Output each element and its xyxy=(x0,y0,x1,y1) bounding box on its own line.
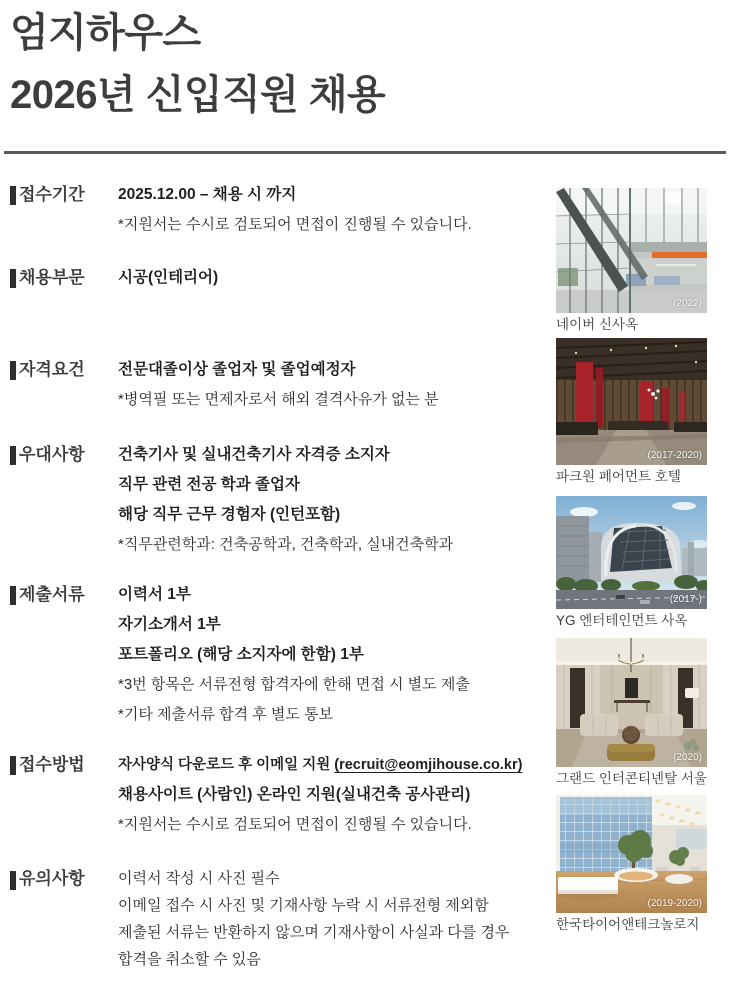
content-line: 2025.12.00 – 채용 시 까지 xyxy=(118,186,297,203)
section-label-text: 자격요건 xyxy=(19,360,85,379)
content-line: 제출된 서류는 반환하지 않으며 기재사항이 사실과 다를 경우 xyxy=(118,924,510,941)
section-apply-method xyxy=(10,750,555,840)
project-year-label: (2017-2020) xyxy=(647,450,702,461)
section-recruit-field xyxy=(10,263,555,293)
section-label-text: 채용부문 xyxy=(19,268,85,287)
section-label xyxy=(10,263,118,293)
project-intercontinental xyxy=(556,638,707,791)
content-line: 해당 직무 근무 경험자 (인턴포함) xyxy=(118,506,341,523)
section-label xyxy=(10,440,118,560)
project-hankook xyxy=(556,795,707,937)
content-line: 직무 관련 전공 학과 졸업자 xyxy=(118,476,300,493)
hotel-suite-illustration xyxy=(556,638,707,767)
label-bar-icon xyxy=(10,269,16,288)
project-year-label: (2017-) xyxy=(669,594,702,605)
section-label xyxy=(10,865,118,973)
section-label-text: 우대사항 xyxy=(19,445,85,464)
label-bar-icon xyxy=(10,871,16,890)
content-line: *3번 항목은 서류전형 합격자에 한해 면접 시 별도 제출 xyxy=(118,676,470,693)
content-line: 포트폴리오 (해당 소지자에 한함) 1부 xyxy=(118,646,364,663)
section-apply-period xyxy=(10,180,555,240)
project-year-label: (2022) xyxy=(673,298,702,309)
label-bar-icon xyxy=(10,186,16,205)
content-line: 건축기사 및 실내건축기사 자격증 소지자 xyxy=(118,446,390,463)
project-yg xyxy=(556,496,707,633)
project-caption: 파크원 페어먼트 호텔 xyxy=(556,469,681,484)
project-year-label: (2020) xyxy=(673,752,702,763)
divider-rule xyxy=(4,151,726,154)
content-line xyxy=(118,750,555,780)
content-line: 합격을 취소할 수 있음 xyxy=(118,951,261,968)
content-line: *기타 제출서류 합격 후 별도 통보 xyxy=(118,706,334,723)
content-line: *병역필 또는 면제자로서 해외 결격사유가 없는 분 xyxy=(118,391,439,408)
content-line: 이력서 작성 시 사진 필수 xyxy=(118,870,280,887)
content-line: *지원서는 수시로 검토되어 면접이 진행될 수 있습니다. xyxy=(118,216,472,233)
project-caption: 그랜드 인터콘티넨탈 서울 xyxy=(556,771,707,786)
label-bar-icon xyxy=(10,586,16,605)
parc1-fairmont-hotel-photo xyxy=(556,338,707,465)
naver-hq-photo xyxy=(556,188,707,313)
content-line: 자기소개서 1부 xyxy=(118,616,221,633)
content-line: 이메일 접수 시 사진 및 기재사항 누락 시 서류전형 제외함 xyxy=(118,897,489,914)
naver-hq-illustration xyxy=(556,188,707,313)
label-bar-icon xyxy=(10,446,16,465)
content-line: 전문대졸이상 졸업자 및 졸업예정자 xyxy=(118,361,356,378)
section-qualifications xyxy=(10,355,555,415)
hankook-lobby-illustration xyxy=(556,795,707,913)
project-naver xyxy=(556,188,707,337)
project-fairmont xyxy=(556,338,707,489)
section-label-text: 제출서류 xyxy=(19,585,85,604)
page-title xyxy=(10,2,385,126)
section-preferences xyxy=(10,440,555,560)
sections-list xyxy=(10,180,555,973)
project-caption: YG 엔터테인먼트 사옥 xyxy=(556,613,688,628)
project-gallery xyxy=(556,188,707,937)
recruitment-title: 2026년 신입직원 채용 xyxy=(10,73,386,117)
apply-method-text: 자사양식 다운로드 후 이메일 지원 xyxy=(118,757,335,773)
content-line: 이력서 1부 xyxy=(118,586,191,603)
label-bar-icon xyxy=(10,756,16,775)
fairmont-lobby-illustration xyxy=(556,338,707,465)
section-label-text: 접수기간 xyxy=(19,185,85,204)
project-caption: 한국타이어앤테크놀로지 xyxy=(556,917,700,932)
section-label-text: 접수방법 xyxy=(19,755,85,774)
hankook-tire-lobby-photo xyxy=(556,795,707,913)
yg-building-illustration xyxy=(556,496,707,609)
content-line: *지원서는 수시로 검토되어 면접이 진행될 수 있습니다. xyxy=(118,816,472,833)
section-label xyxy=(10,355,118,415)
content-line: 채용사이트 (사람인) 온라인 지원(실내건축 공사관리) xyxy=(118,786,471,803)
section-label xyxy=(10,180,118,240)
content-line: *직무관련학과: 건축공학과, 건축학과, 실내건축학과 xyxy=(118,536,454,553)
project-caption: 네이버 신사옥 xyxy=(556,317,638,332)
yg-entertainment-hq-photo xyxy=(556,496,707,609)
label-bar-icon xyxy=(10,361,16,380)
email-link[interactable]: (recruit@eomjihouse.co.kr) xyxy=(334,757,523,773)
section-notes xyxy=(10,865,555,973)
grand-intercontinental-seoul-photo xyxy=(556,638,707,767)
content-line: 시공(인테리어) xyxy=(118,269,219,286)
section-label-text: 유의사항 xyxy=(19,869,85,888)
section-label xyxy=(10,750,118,840)
project-year-label: (2019-2020) xyxy=(647,898,702,909)
company-name: 엄지하우스 xyxy=(10,11,201,55)
section-documents xyxy=(10,580,555,730)
section-label xyxy=(10,580,118,730)
